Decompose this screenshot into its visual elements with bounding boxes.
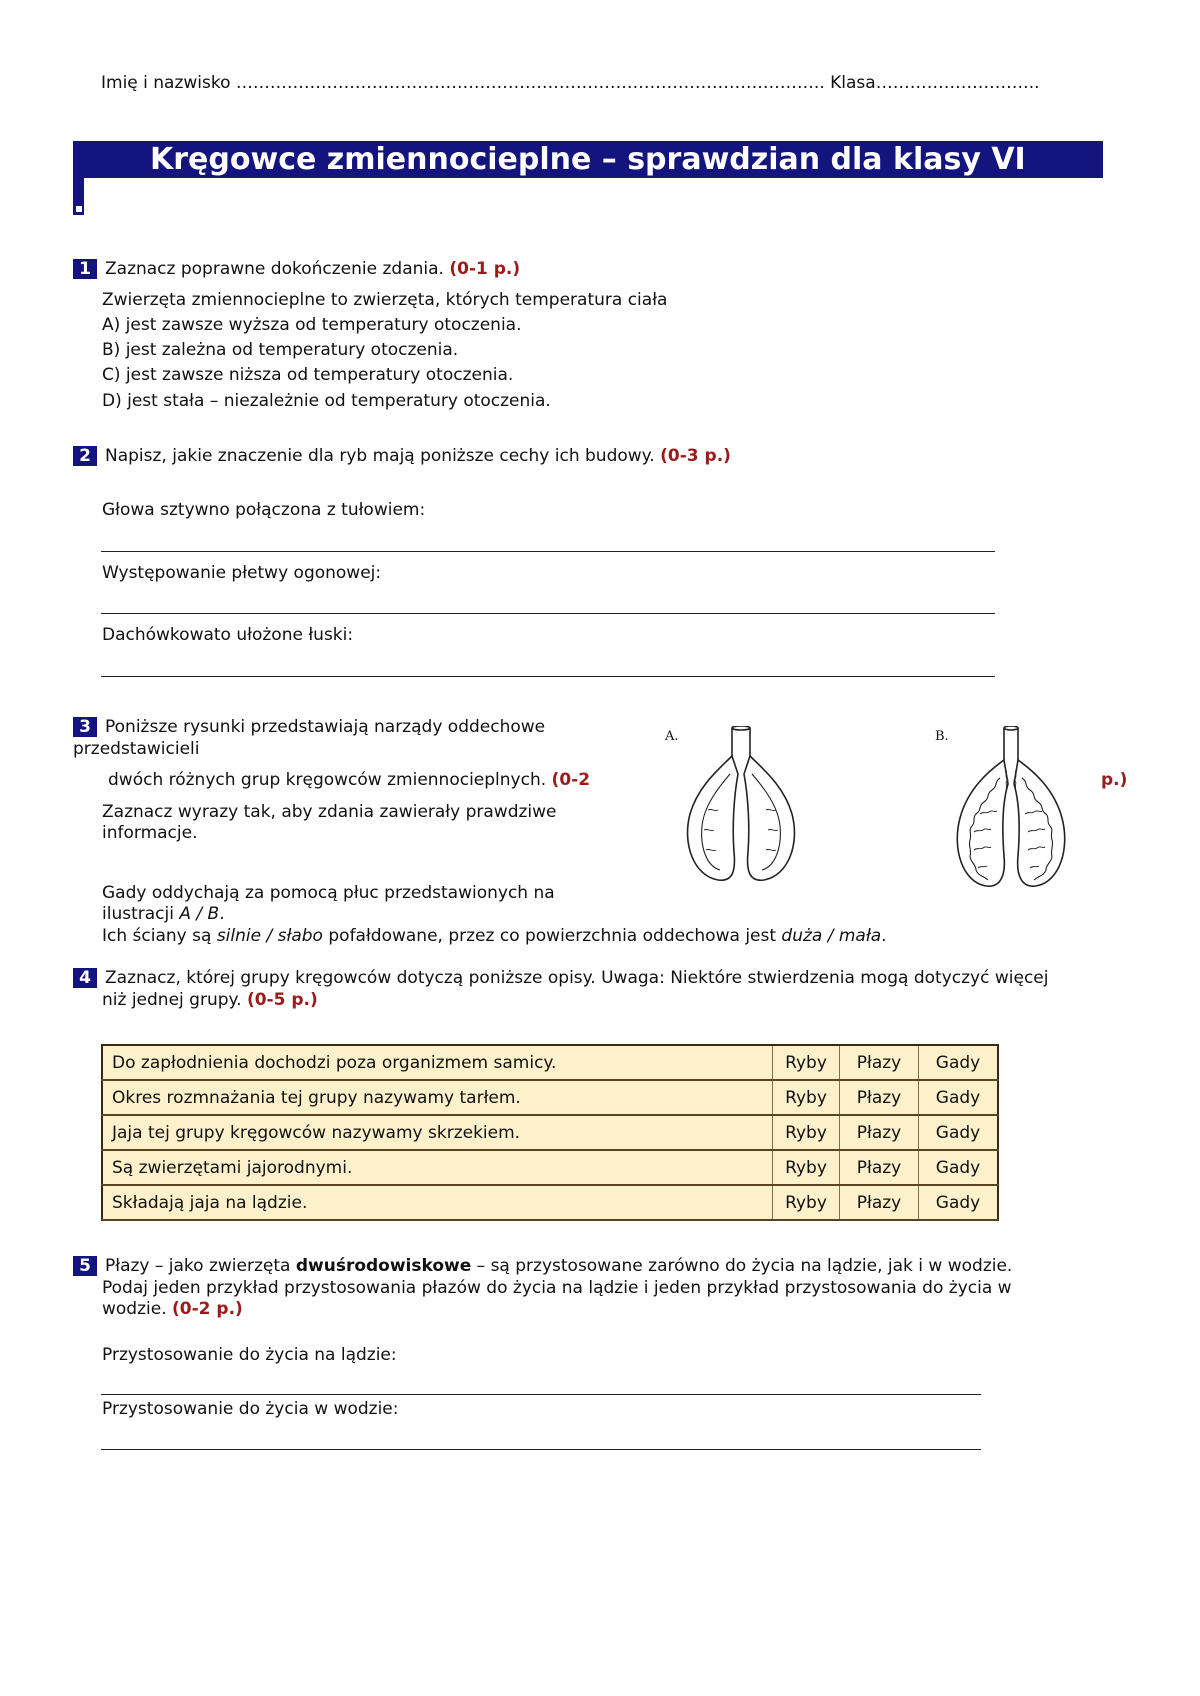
q2-item-label: Głowa sztywno połączona z tułowiem: — [102, 500, 426, 520]
q2-item-label: Dachówkowato ułożone łuski: — [102, 625, 354, 645]
q4-prompt: 4 Zaznacz, której grupy kręgowców dotyczą poniższe opisy. Uwaga: Niektóre stwierdzenia mogą dotyczyć więcej — [73, 968, 1048, 988]
q3-points-end: p.) — [1101, 770, 1128, 790]
q1-option-d[interactable]: D) jest stała – niezależnie od temperatury otoczenia. — [102, 391, 551, 411]
q2-answer-line[interactable] — [101, 676, 995, 677]
q2-answer-line[interactable] — [101, 551, 995, 552]
q3-points: (0-2 — [551, 770, 591, 790]
table-row — [102, 1150, 998, 1185]
illustration-a-label: A. — [665, 729, 679, 744]
table-row — [102, 1080, 998, 1115]
q3-number-badge: 3 — [73, 717, 97, 737]
q2-number-badge: 2 — [73, 446, 97, 466]
q5-item-label: Przystosowanie do życia w wodzie: — [102, 1399, 399, 1419]
q2-prompt: 2 Napisz, jakie znaczenie dla ryb mają poniższe cechy ich budowy. (0-3 p.) — [73, 446, 731, 466]
q2-answer-line[interactable] — [101, 613, 995, 614]
q4-option-plazy[interactable]: Płazy — [840, 1080, 919, 1115]
q5-points: (0-2 p.) — [172, 1299, 243, 1319]
q5-answer-line[interactable] — [101, 1394, 981, 1395]
q4-option-plazy[interactable]: Płazy — [840, 1045, 919, 1080]
q3-statement-1-choice: ilustracji A / B. — [102, 904, 225, 924]
q4-statement: Do zapłodnienia dochodzi poza organizmem samicy. — [102, 1045, 773, 1080]
q3-prompt-line3: dwóch różnych grup kręgowców zmiennocieplnych. (0-2 — [108, 770, 591, 790]
lungs-illustration-a[interactable] — [680, 726, 805, 888]
q4-option-ryby[interactable]: Ryby — [773, 1150, 840, 1185]
q4-prompt-line2: niż jednej grupy. (0-5 p.) — [102, 990, 318, 1010]
q5-prompt: 5 Płazy – jako zwierzęta dwuśrodowiskowe – są przystosowane zarówno do życia na lądzie, jak i w wodzie. — [73, 1256, 1012, 1276]
q4-table — [101, 1044, 999, 1221]
q5-answer-line[interactable] — [101, 1449, 981, 1450]
q4-statement: Okres rozmnażania tej grupy nazywamy tarłem. — [102, 1080, 773, 1115]
q4-number-badge: 4 — [73, 968, 97, 988]
q3-instruction-line2: informacje. — [102, 823, 198, 843]
q2-item-label: Występowanie płetwy ogonowej: — [102, 563, 382, 583]
q5-prompt-line3: wodzie. (0-2 p.) — [102, 1299, 243, 1319]
q1-option-b[interactable]: B) jest zależna od temperatury otoczenia. — [102, 340, 459, 360]
q3-statement-2: Ich ściany są silnie / słabo pofałdowane, przez co powierzchnia oddechowa jest duża / mała. — [102, 926, 887, 946]
q4-statement: Jaja tej grupy kręgowców nazywamy skrzekiem. — [102, 1115, 773, 1150]
page-title: Kręgowce zmiennocieplne – sprawdzian dla klasy VI — [150, 142, 1026, 177]
title-bullet-mark — [76, 206, 82, 212]
q3-statement-1: Gady oddychają za pomocą płuc przedstawionych na — [102, 883, 555, 903]
q4-option-ryby[interactable]: Ryby — [773, 1045, 840, 1080]
q4-option-ryby[interactable]: Ryby — [773, 1115, 840, 1150]
q4-option-gady[interactable]: Gady — [919, 1080, 999, 1115]
q4-option-ryby[interactable]: Ryby — [773, 1185, 840, 1220]
q3-choice-a-b[interactable]: A / B — [179, 904, 220, 924]
lungs-illustration-b[interactable] — [950, 726, 1072, 892]
table-row — [102, 1115, 998, 1150]
q5-number-badge: 5 — [73, 1256, 97, 1276]
q1-stem: Zwierzęta zmiennocieplne to zwierzęta, których temperatura ciała — [102, 290, 668, 310]
q1-prompt: 1 Zaznacz poprawne dokończenie zdania. (0-1 p.) — [73, 259, 520, 279]
q4-option-gady[interactable]: Gady — [919, 1115, 999, 1150]
q5-item-label: Przystosowanie do życia na lądzie: — [102, 1345, 397, 1365]
q4-option-ryby[interactable]: Ryby — [773, 1080, 840, 1115]
q4-option-gady[interactable]: Gady — [919, 1185, 999, 1220]
q1-option-a[interactable]: A) jest zawsze wyższa od temperatury otoczenia. — [102, 315, 522, 335]
q1-points: (0-1 p.) — [449, 259, 521, 279]
q4-option-plazy[interactable]: Płazy — [840, 1185, 919, 1220]
q3-prompt-line2: przedstawicieli — [73, 739, 200, 759]
table-row — [102, 1045, 998, 1080]
q5-prompt-line2: Podaj jeden przykład przystosowania płazów do życia na lądzie i jeden przykład przystosowania do życia w — [102, 1278, 1012, 1298]
q4-statement: Składają jaja na lądzie. — [102, 1185, 773, 1220]
q1-number-badge: 1 — [73, 259, 97, 279]
q3-choice-surface[interactable]: duża / mała — [781, 926, 882, 946]
q4-option-gady[interactable]: Gady — [919, 1150, 999, 1185]
q2-points: (0-3 p.) — [660, 446, 731, 466]
illustration-b-label: B. — [935, 729, 949, 744]
q1-option-c[interactable]: C) jest zawsze niższa od temperatury otoczenia. — [102, 365, 514, 385]
q3-instruction: Zaznacz wyrazy tak, aby zdania zawierały prawdziwe — [102, 802, 557, 822]
q3-choice-folding[interactable]: silnie / słabo — [216, 926, 323, 946]
q4-option-plazy[interactable]: Płazy — [840, 1115, 919, 1150]
q4-option-plazy[interactable]: Płazy — [840, 1150, 919, 1185]
q4-statement: Są zwierzętami jajorodnymi. — [102, 1150, 773, 1185]
table-row — [102, 1185, 998, 1220]
q4-option-gady[interactable]: Gady — [919, 1045, 999, 1080]
q3-prompt: 3 Poniższe rysunki przedstawiają narządy oddechowe — [73, 717, 545, 737]
q4-points: (0-5 p.) — [246, 990, 318, 1010]
student-name-class-line: Imię i nazwisko ………………………………………………………………………………………….. Klasa……………………….. — [101, 73, 1040, 93]
